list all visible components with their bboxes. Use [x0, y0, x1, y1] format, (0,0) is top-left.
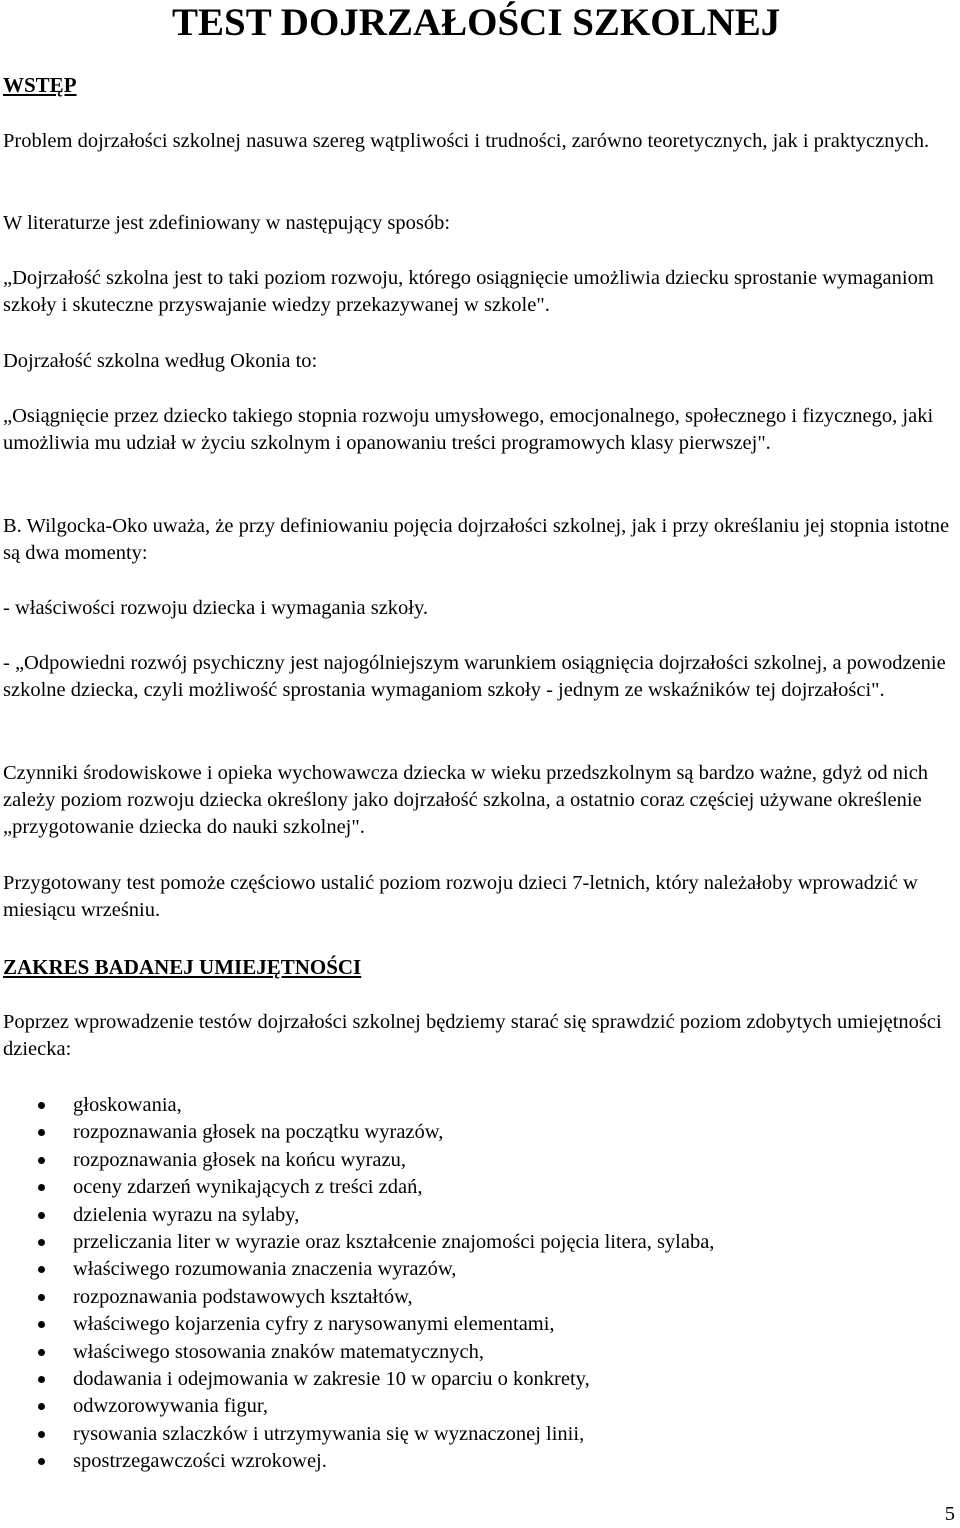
list-item: [0, 1284, 714, 1311]
bullet-icon: [38, 1349, 45, 1356]
bullet-icon: [38, 1403, 45, 1410]
list-item-text: rozpoznawania głosek na końcu wyrazu,: [73, 1148, 406, 1171]
list-item-text: dodawania i odejmowania w zakresie 10 w oparciu o konkrety,: [73, 1367, 590, 1390]
list-item-text: dzielenia wyrazu na sylaby,: [73, 1203, 300, 1226]
list-item: [0, 1311, 714, 1338]
document-title: TEST DOJRZAŁOŚCI SZKOLNEJ: [172, 1, 781, 44]
bullet-icon: [38, 1157, 45, 1164]
list-item-text: przeliczania liter w wyrazie oraz kształcenie znajomości pojęcia litera, sylaba,: [73, 1230, 715, 1253]
list-item: [0, 1393, 714, 1420]
list-item: [0, 1092, 714, 1119]
list-item-text: właściwego stosowania znaków matematycznych,: [73, 1340, 485, 1363]
bullet-icon: [38, 1239, 45, 1246]
paragraph-definition-quote: „Dojrzałość szkolna jest to taki poziom rozwoju, którego osiągnięcie umożliwia dziecku sprostanie wymaganiom szkoły i skuteczne przyswajanie wiedzy przekazywanej w szkole".: [3, 267, 934, 316]
bullet-icon: [38, 1212, 45, 1219]
paragraph-literature: W literaturze jest zdefiniowany w następujący sposób:: [3, 212, 451, 234]
paragraph-okon-quote: „Osiągnięcie przez dziecko takiego stopnia rozwoju umysłowego, emocjonalnego, społecznego i fizycznego, jaki umożliwia mu udział w życiu szkolnym i opanowaniu treści programowych klasy pierwszej".: [3, 405, 934, 454]
bullet-icon: [38, 1129, 45, 1136]
list-item-text: spostrzegawczości wzrokowej.: [73, 1450, 327, 1473]
list-item: [0, 1366, 714, 1393]
paragraph-dash-properties: - właściwości rozwoju dziecka i wymagania szkoły.: [3, 597, 429, 619]
page-number: 5: [944, 1503, 955, 1525]
list-item: [0, 1448, 714, 1475]
bullet-icon: [38, 1102, 45, 1109]
bullet-icon: [38, 1376, 45, 1383]
list-item-text: rysowania szlaczków i utrzymywania się w wyznaczonej linii,: [73, 1422, 585, 1445]
list-item: [0, 1174, 714, 1201]
intro-heading: WSTĘP: [3, 73, 77, 97]
list-item-text: odwzorowywania figur,: [73, 1395, 269, 1418]
bullet-icon: [38, 1266, 45, 1273]
paragraph-prepared-test: Przygotowany test pomoże częściowo ustalić poziom rozwoju dzieci 7-letnich, który należałoby wprowadzić w miesiącu wrześniu.: [3, 872, 918, 921]
paragraph-scope-intro: Poprzez wprowadzenie testów dojrzałości szkolnej będziemy starać się sprawdzić poziom zdobytych umiejętności dziecka:: [3, 1011, 942, 1060]
list-item-text: rozpoznawania podstawowych kształtów,: [73, 1285, 413, 1308]
list-item: [0, 1147, 714, 1174]
list-item: [0, 1339, 714, 1366]
list-item-text: oceny zdarzeń wynikających z treści zdań,: [73, 1176, 423, 1199]
list-item: [0, 1421, 714, 1448]
bullet-icon: [38, 1294, 45, 1301]
list-item-text: właściwego rozumowania znaczenia wyrazów,: [73, 1258, 457, 1281]
paragraph-dash-development: - „Odpowiedni rozwój psychiczny jest najogólniejszym warunkiem osiągnięcia dojrzałości szkolnej, a powodzenie szkolne dziecka, czyli możliwość sprostania wymaganiom szkoły - jednym ze wskaźników tej dojrzałości".: [3, 652, 946, 701]
paragraph-problem: Problem dojrzałości szkolnej nasuwa szereg wątpliwości i trudności, zarówno teoretycznych, jak i praktycznych.: [3, 130, 930, 152]
bullet-icon: [38, 1431, 45, 1438]
list-item-text: właściwego kojarzenia cyfry z narysowanymi elementami,: [73, 1313, 555, 1336]
bullet-icon: [38, 1458, 45, 1465]
list-item: [0, 1202, 714, 1229]
paragraph-environment: Czynniki środowiskowe i opieka wychowawcza dziecka w wieku przedszkolnym są bardzo ważne, gdyż od nich zależy poziom rozwoju dziecka określony jako dojrzałość szkolna, a ostatnio coraz częściej używane określenie „przygotowanie dziecka do nauki szkolnej".: [3, 762, 929, 838]
list-item: [0, 1229, 714, 1256]
list-item-text: głoskowania,: [73, 1094, 182, 1116]
list-item-text: rozpoznawania głosek na początku wyrazów,: [73, 1121, 444, 1144]
paragraph-wilgocka: B. Wilgocka-Oko uważa, że przy definiowaniu pojęcia dojrzałości szkolnej, jak i przy określaniu jej stopnia istotne są dwa momenty:: [3, 515, 950, 564]
list-item: [0, 1256, 714, 1283]
skills-list: [0, 1092, 714, 1475]
bullet-icon: [38, 1184, 45, 1191]
bullet-icon: [38, 1321, 45, 1328]
paragraph-okon-intro: Dojrzałość szkolna według Okonia to:: [3, 350, 318, 372]
scope-heading: ZAKRES BADANEJ UMIEJĘTNOŚCI: [3, 955, 362, 979]
list-item: [0, 1119, 714, 1146]
